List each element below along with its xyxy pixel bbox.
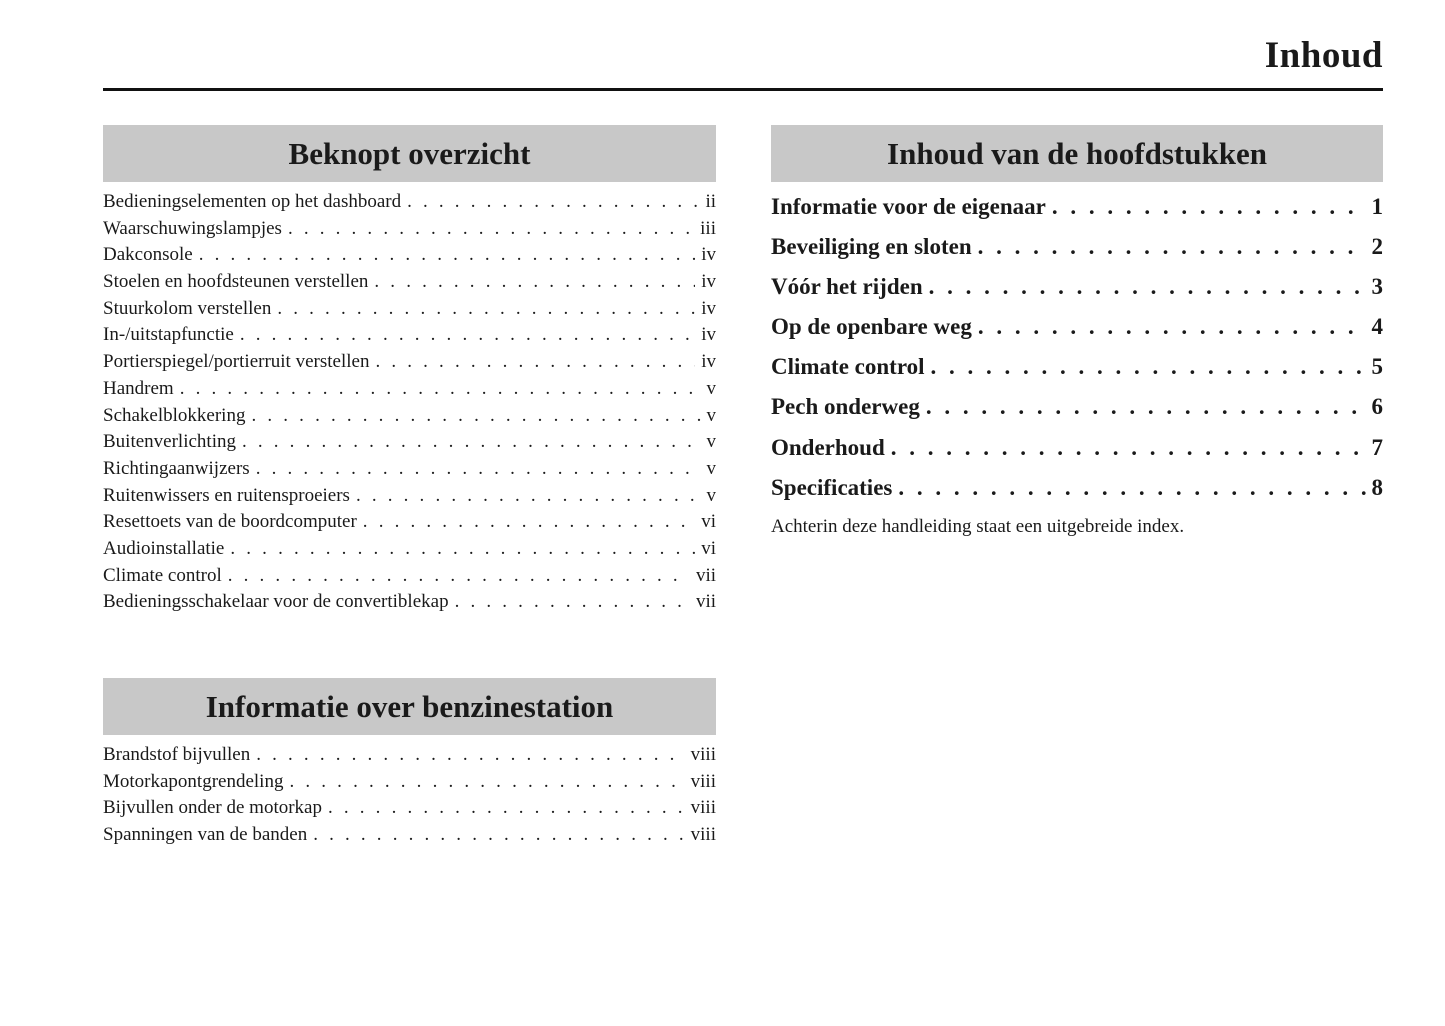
dot-leader: [455, 589, 690, 616]
dot-leader: [242, 429, 701, 456]
toc-entry-page: v: [706, 457, 716, 479]
toc-entry-label: Bijvullen onder de motorkap: [103, 797, 322, 819]
dot-leader: [978, 227, 1366, 267]
chapter-entry-page: 8: [1371, 474, 1383, 500]
index-note: Achterin deze handleiding staat een uitgebreide index.: [771, 515, 1185, 537]
dot-leader: [926, 387, 1366, 427]
toc-entry-page: viii: [690, 824, 716, 846]
toc-entry-page: iv: [701, 351, 716, 373]
toc-entry-page: ii: [705, 191, 716, 212]
toc-entry[interactable]: [103, 509, 716, 536]
toc-entry-label: Climate control: [103, 564, 222, 586]
chapter-entry-page: 5: [1371, 354, 1383, 380]
toc-entry-page: iv: [701, 271, 716, 293]
toc-entry-page: viii: [690, 770, 716, 792]
dot-leader: [1052, 187, 1366, 227]
toc-entry[interactable]: [103, 376, 716, 403]
chapter-entry[interactable]: [771, 227, 1383, 267]
toc-entry-label: Spanningen van de banden: [103, 824, 308, 846]
chapter-entry-page: 7: [1371, 434, 1383, 460]
toc-entry[interactable]: [103, 795, 716, 822]
toc-entry-page: viii: [690, 744, 716, 765]
chapter-entry[interactable]: [771, 347, 1383, 387]
dot-leader: [978, 307, 1366, 347]
dot-leader: [931, 347, 1366, 387]
toc-entry[interactable]: [103, 242, 716, 269]
chapter-entry-page: 1: [1371, 194, 1383, 219]
toc-entry-page: v: [706, 404, 716, 426]
toc-entry-page: iv: [701, 324, 716, 346]
toc-entry-label: Bedieningsschakelaar voor de convertiblekap: [103, 591, 449, 613]
toc-entry-label: Waarschuwingslampjes: [103, 217, 282, 239]
toc-entry[interactable]: [103, 216, 716, 243]
chapter-entry[interactable]: [771, 428, 1383, 468]
toc-entry-label: Resettoets van de boordcomputer: [103, 511, 357, 533]
toc-entry-page: iii: [700, 217, 716, 239]
toc-entry[interactable]: [103, 322, 716, 349]
dot-leader: [199, 242, 696, 269]
quick-overview-list: [103, 189, 716, 616]
dot-leader: [898, 468, 1365, 508]
dot-leader: [228, 563, 690, 590]
toc-entry-page: iv: [701, 297, 716, 319]
dot-leader: [356, 483, 701, 510]
toc-entry-label: Stuurkolom verstellen: [103, 297, 272, 319]
dot-leader: [180, 376, 701, 403]
chapter-entry-label: Onderhoud: [771, 434, 885, 460]
toc-entry-page: iv: [701, 244, 716, 266]
dot-leader: [363, 509, 695, 536]
dot-leader: [374, 269, 695, 296]
toc-entry[interactable]: [103, 349, 716, 376]
toc-entry[interactable]: [103, 429, 716, 456]
fuel-station-heading: Informatie over benzinestation: [103, 678, 716, 735]
fuel-station-section: [103, 678, 716, 849]
toc-entry[interactable]: [103, 742, 716, 769]
quick-overview-section: [103, 125, 716, 616]
toc-entry-label: Stoelen en hoofdsteunen verstellen: [103, 271, 369, 293]
toc-entry-label: Schakelblokkering: [103, 404, 246, 426]
dot-leader: [230, 536, 695, 563]
chapter-entry[interactable]: [771, 307, 1383, 347]
dot-leader: [240, 322, 695, 349]
toc-entry[interactable]: [103, 563, 716, 590]
toc-entry-label: In-/uitstapfunctie: [103, 324, 234, 346]
toc-entry[interactable]: [103, 822, 716, 849]
chapter-entry[interactable]: [771, 468, 1383, 508]
chapter-entry-label: Vóór het rijden: [771, 274, 923, 300]
chapters-list: [771, 187, 1383, 508]
toc-entry-page: v: [706, 377, 716, 399]
dot-leader: [277, 296, 695, 323]
toc-entry-label: Dakconsole: [103, 244, 193, 266]
page-title: Inhoud: [1264, 35, 1383, 76]
toc-entry-label: Audioinstallatie: [103, 537, 225, 559]
dot-leader: [328, 795, 685, 822]
toc-entry[interactable]: [103, 189, 716, 216]
toc-entry-label: Brandstof bijvullen: [103, 744, 251, 765]
chapter-entry-page: 4: [1371, 314, 1383, 340]
chapter-entry-label: Informatie voor de eigenaar: [771, 194, 1046, 219]
toc-entry-page: viii: [690, 797, 716, 819]
toc-entry-page: v: [706, 431, 716, 453]
toc-entry-label: Buitenverlichting: [103, 431, 236, 453]
fuel-station-list: [103, 742, 716, 849]
chapter-entry-label: Beveiliging en sloten: [771, 234, 972, 260]
chapter-entry[interactable]: [771, 187, 1383, 227]
dot-leader: [256, 742, 684, 769]
toc-entry-label: Portierspiegel/portierruit verstellen: [103, 351, 370, 373]
chapter-entry[interactable]: [771, 387, 1383, 427]
dot-leader: [251, 403, 700, 430]
dot-leader: [256, 456, 701, 483]
dot-leader: [289, 769, 684, 796]
title-divider: [103, 88, 1383, 91]
toc-entry-page: v: [706, 484, 716, 506]
chapter-entry-page: 3: [1371, 274, 1383, 300]
dot-leader: [375, 349, 695, 376]
dot-leader: [929, 267, 1366, 307]
chapter-entry-label: Pech onderweg: [771, 394, 920, 420]
dot-leader: [407, 189, 699, 216]
dot-leader: [313, 822, 684, 849]
chapters-heading: Inhoud van de hoofdstukken: [771, 125, 1383, 182]
dot-leader: [891, 428, 1366, 468]
chapter-entry-page: 2: [1371, 234, 1383, 260]
chapter-entry[interactable]: [771, 267, 1383, 307]
toc-entry-page: vi: [701, 511, 716, 533]
chapter-entry-label: Climate control: [771, 354, 925, 380]
chapter-entry-label: Specificaties: [771, 474, 893, 500]
toc-entry-page: vi: [701, 537, 716, 559]
dot-leader: [288, 216, 694, 243]
quick-overview-heading: Beknopt overzicht: [103, 125, 716, 182]
toc-entry[interactable]: [103, 483, 716, 510]
toc-entry-page: vii: [695, 591, 716, 613]
toc-entry[interactable]: [103, 403, 716, 430]
toc-entry[interactable]: [103, 456, 716, 483]
chapters-section: [771, 125, 1383, 540]
toc-entry[interactable]: [103, 296, 716, 323]
chapter-entry-page: 6: [1371, 394, 1383, 420]
toc-entry[interactable]: [103, 589, 716, 616]
toc-entry[interactable]: [103, 269, 716, 296]
toc-entry-label: Handrem: [103, 377, 174, 399]
toc-entry[interactable]: [103, 536, 716, 563]
toc-entry-label: Richtingaanwijzers: [103, 457, 250, 479]
toc-entry[interactable]: [103, 769, 716, 796]
toc-entry-page: vii: [695, 564, 716, 586]
toc-entry-label: Bedieningselementen op het dashboard: [103, 191, 402, 212]
toc-entry-label: Motorkapontgrendeling: [103, 770, 284, 792]
chapter-entry-label: Op de openbare weg: [771, 314, 972, 340]
toc-entry-label: Ruitenwissers en ruitensproeiers: [103, 484, 350, 506]
